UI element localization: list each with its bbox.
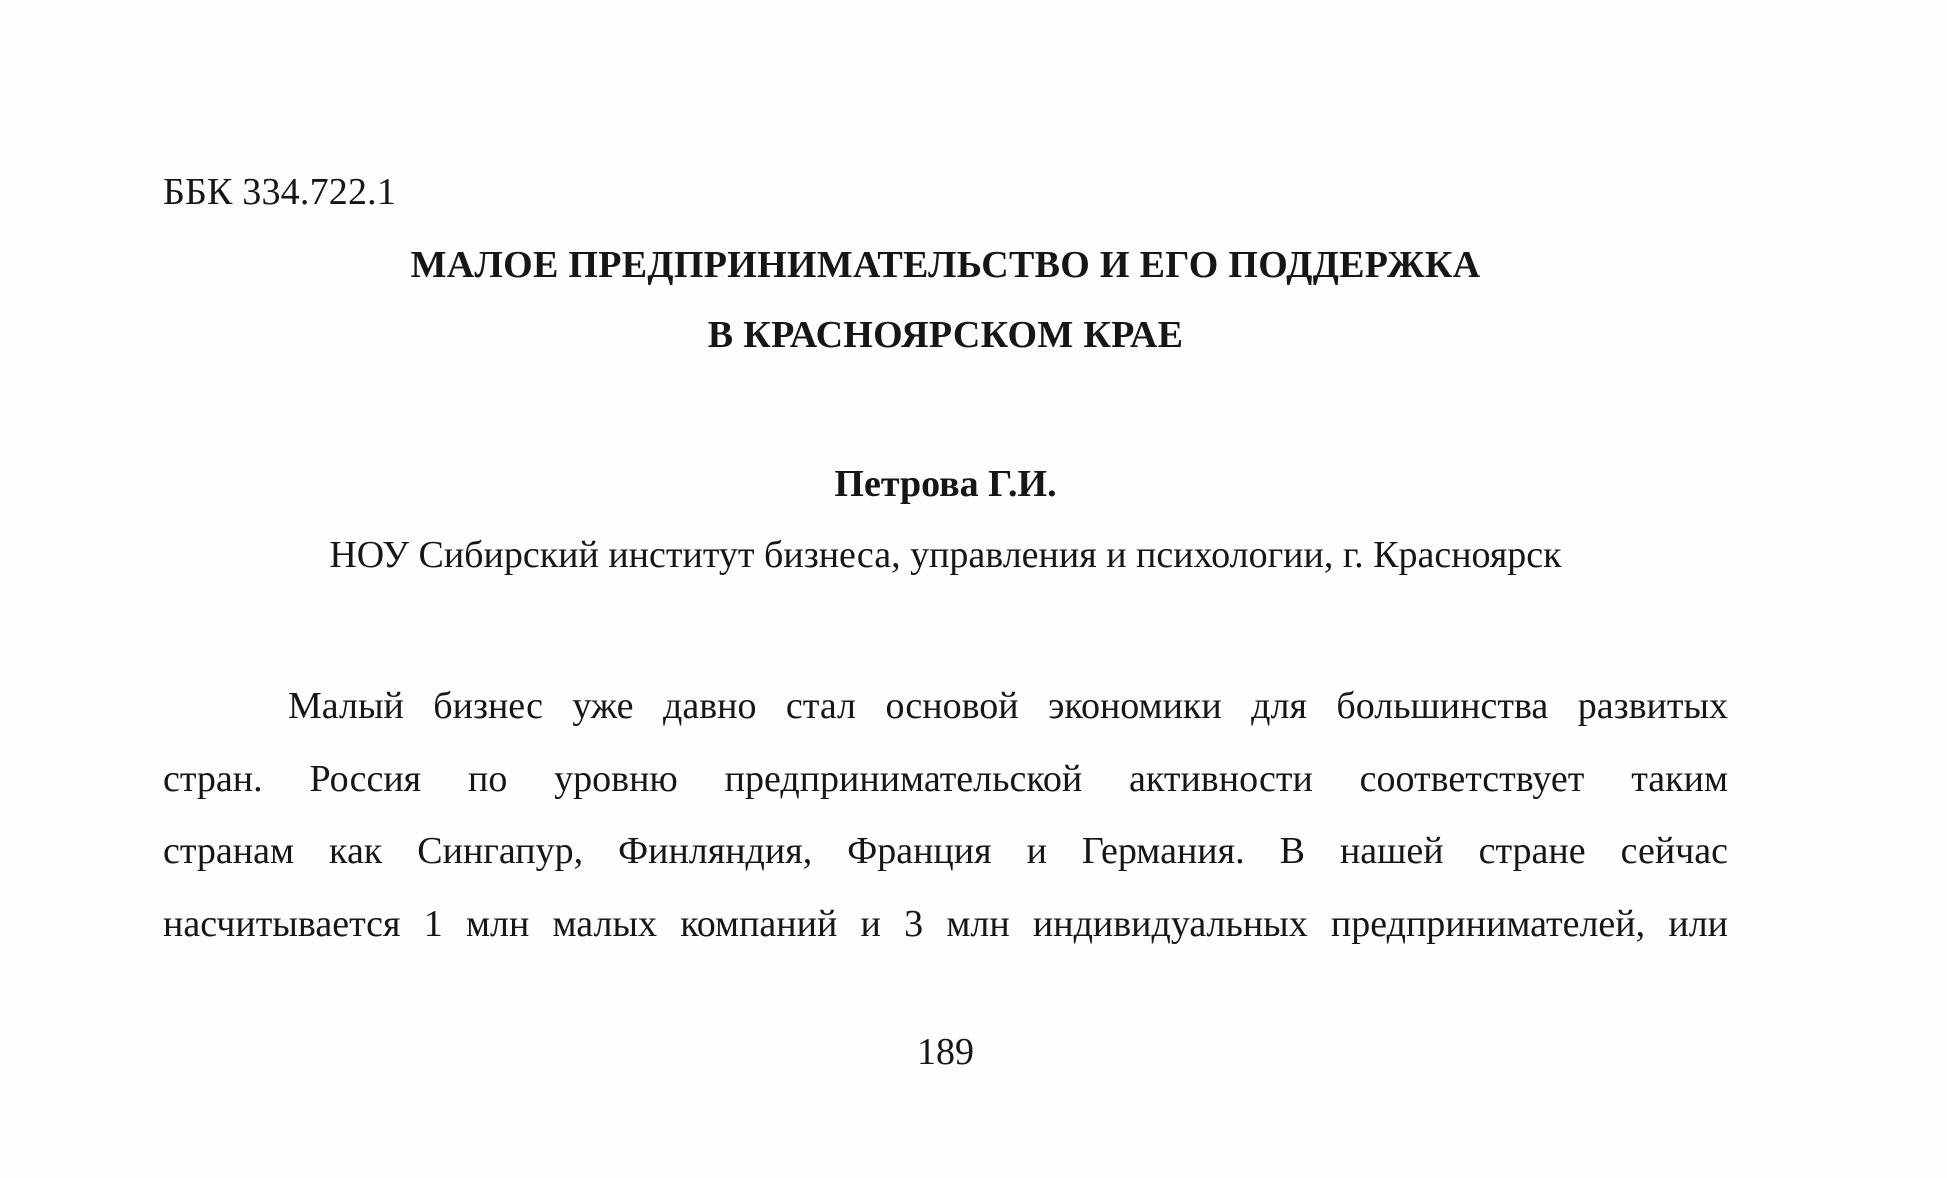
- body-line-1: Малый бизнес уже давно стал основой экономики для большинства развитых: [288, 685, 1728, 727]
- body-line-4: насчитывается 1 млн малых компаний и 3 млн индивидуальных предпринимателей, или: [163, 902, 1728, 945]
- author-affiliation: НОУ Сибирский институт бизнеса, управления и психологии, г. Красноярск: [329, 534, 1562, 576]
- body-line-3: странам как Сингапур, Финляндия, Франция и Германия. В нашей стране сейчас: [163, 830, 1728, 872]
- article-title-line-2: В КРАСНОЯРСКОМ КРАЕ: [707, 314, 1184, 356]
- body-paragraph: [163, 670, 1728, 960]
- bbk-code: ББК 334.722.1: [163, 171, 397, 213]
- body-line-2: стран. Россия по уровню предпринимательской активности соответствует таким: [163, 757, 1728, 800]
- author-name: Петрова Г.И.: [834, 463, 1057, 505]
- page-number: 189: [917, 1031, 974, 1073]
- article-title-line-1: МАЛОЕ ПРЕДПРИНИМАТЕЛЬСТВО И ЕГО ПОДДЕРЖКА: [410, 244, 1481, 286]
